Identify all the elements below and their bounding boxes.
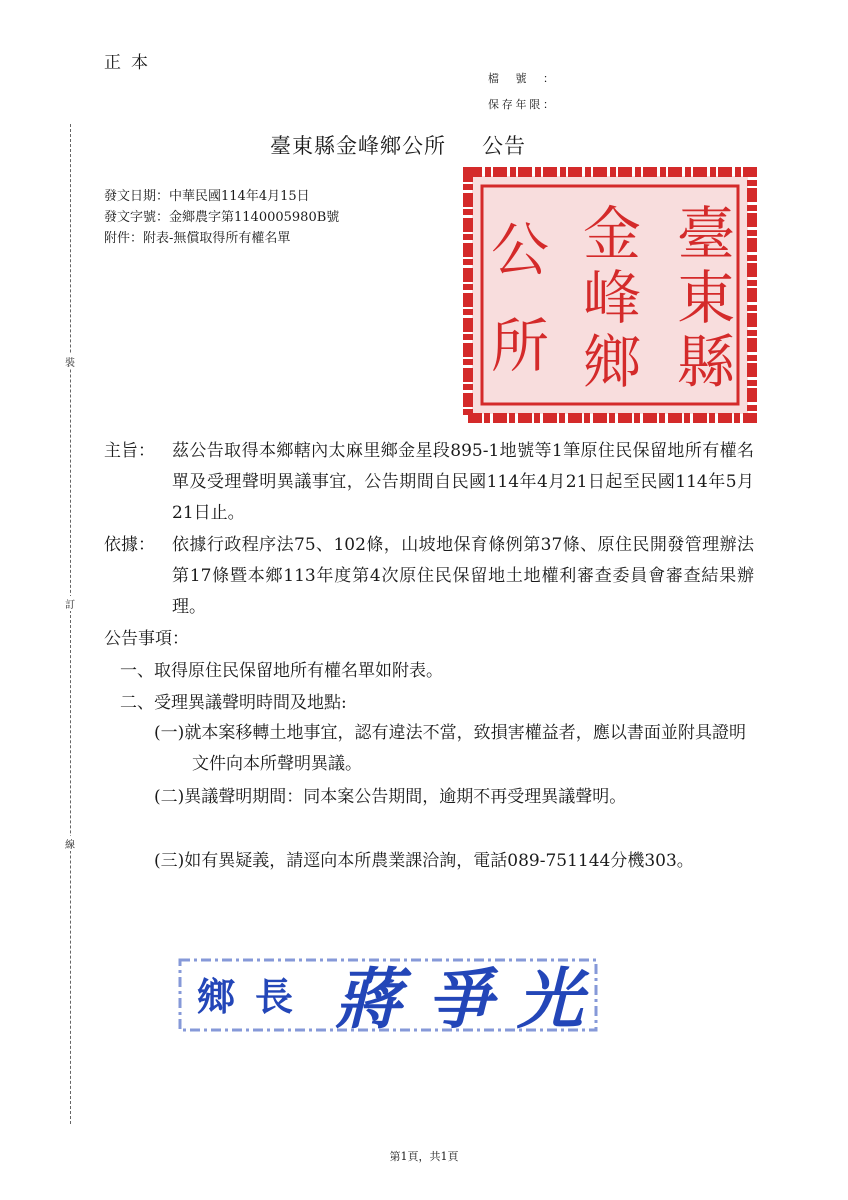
subject-text: 茲公告取得本鄉轄內太麻里鄉金星段895-1地號等1筆原住民保留地所有權名單及受理聲明異議事宜，公告期間自民國114年4月21日起至民國114年5月21日止。	[172, 441, 754, 523]
subject-section	[104, 436, 754, 529]
issuing-office: 臺東縣金峰鄉公所	[270, 134, 446, 158]
notice-item-2: 二、受理異議聲明時間及地點:	[120, 693, 347, 713]
seal-char-5: 峰	[582, 264, 642, 332]
reference-number: 發文字號：金鄉農字第1140005980B號	[104, 210, 340, 225]
seal-char-1: 臺	[676, 200, 736, 268]
notice-subitem-2: (二)異議聲明期間：同本案公告期間，逾期不再受理異議聲明。	[154, 787, 627, 807]
seal-char-6: 鄉	[582, 328, 642, 396]
page-title	[270, 130, 526, 160]
seal-char-7: 公	[490, 216, 550, 284]
document-type: 公告	[482, 134, 526, 158]
basis-text: 依據行政程序法75、102條，山坡地保育條例第37條、原住民開發管理辦法第17條暨本鄉113年度第4次原住民保留地土地權利審查委員會審查結果辦理。	[172, 535, 754, 617]
signature-title-char-1: 鄉	[196, 975, 236, 1019]
subject-label: 主旨：	[104, 441, 155, 461]
basis-label: 依據：	[104, 535, 155, 555]
basis-section	[104, 530, 754, 623]
binding-line	[70, 124, 71, 1124]
signature-name-char-2: 爭	[427, 961, 493, 1034]
issue-date: 發文日期：中華民國114年4月15日	[104, 189, 310, 204]
seal-char-2: 東	[676, 264, 736, 332]
notice-heading: 公告事項：	[104, 629, 189, 649]
signature-title-char-2: 長	[254, 975, 294, 1019]
official-seal	[462, 166, 758, 424]
copy-mark: 正本	[104, 53, 158, 73]
signature-name-char-3: 光	[517, 961, 583, 1034]
notice-subitem-3: (三)如有異疑義，請逕向本所農業課洽詢，電話089-751144分機303。	[154, 851, 694, 871]
attachment: 附件：附表-無償取得所有權名單	[104, 231, 291, 246]
notice-item-1: 一、取得原住民保留地所有權名單如附表。	[120, 661, 443, 681]
binding-mark-zhuang: 裝	[63, 354, 77, 369]
seal-char-3: 縣	[676, 328, 736, 396]
seal-char-8: 所	[490, 312, 550, 380]
notice-subitem-1: (一)就本案移轉土地事宜，認有違法不當，致損害權益者，應以書面並附具證明文件向本所聲明異議。	[154, 723, 746, 774]
page-number: 第1頁，共1頁	[389, 1150, 459, 1163]
signature-name-char-1: 蔣	[335, 961, 401, 1034]
archive-number-label: 檔號：	[488, 72, 554, 85]
seal-char-4: 金	[582, 200, 642, 268]
retention-period-label: 保存年限：	[488, 98, 554, 111]
mayor-signature-stamp	[176, 956, 600, 1034]
binding-mark-xian: 線	[63, 836, 77, 851]
binding-mark-ding: 訂	[63, 596, 77, 611]
